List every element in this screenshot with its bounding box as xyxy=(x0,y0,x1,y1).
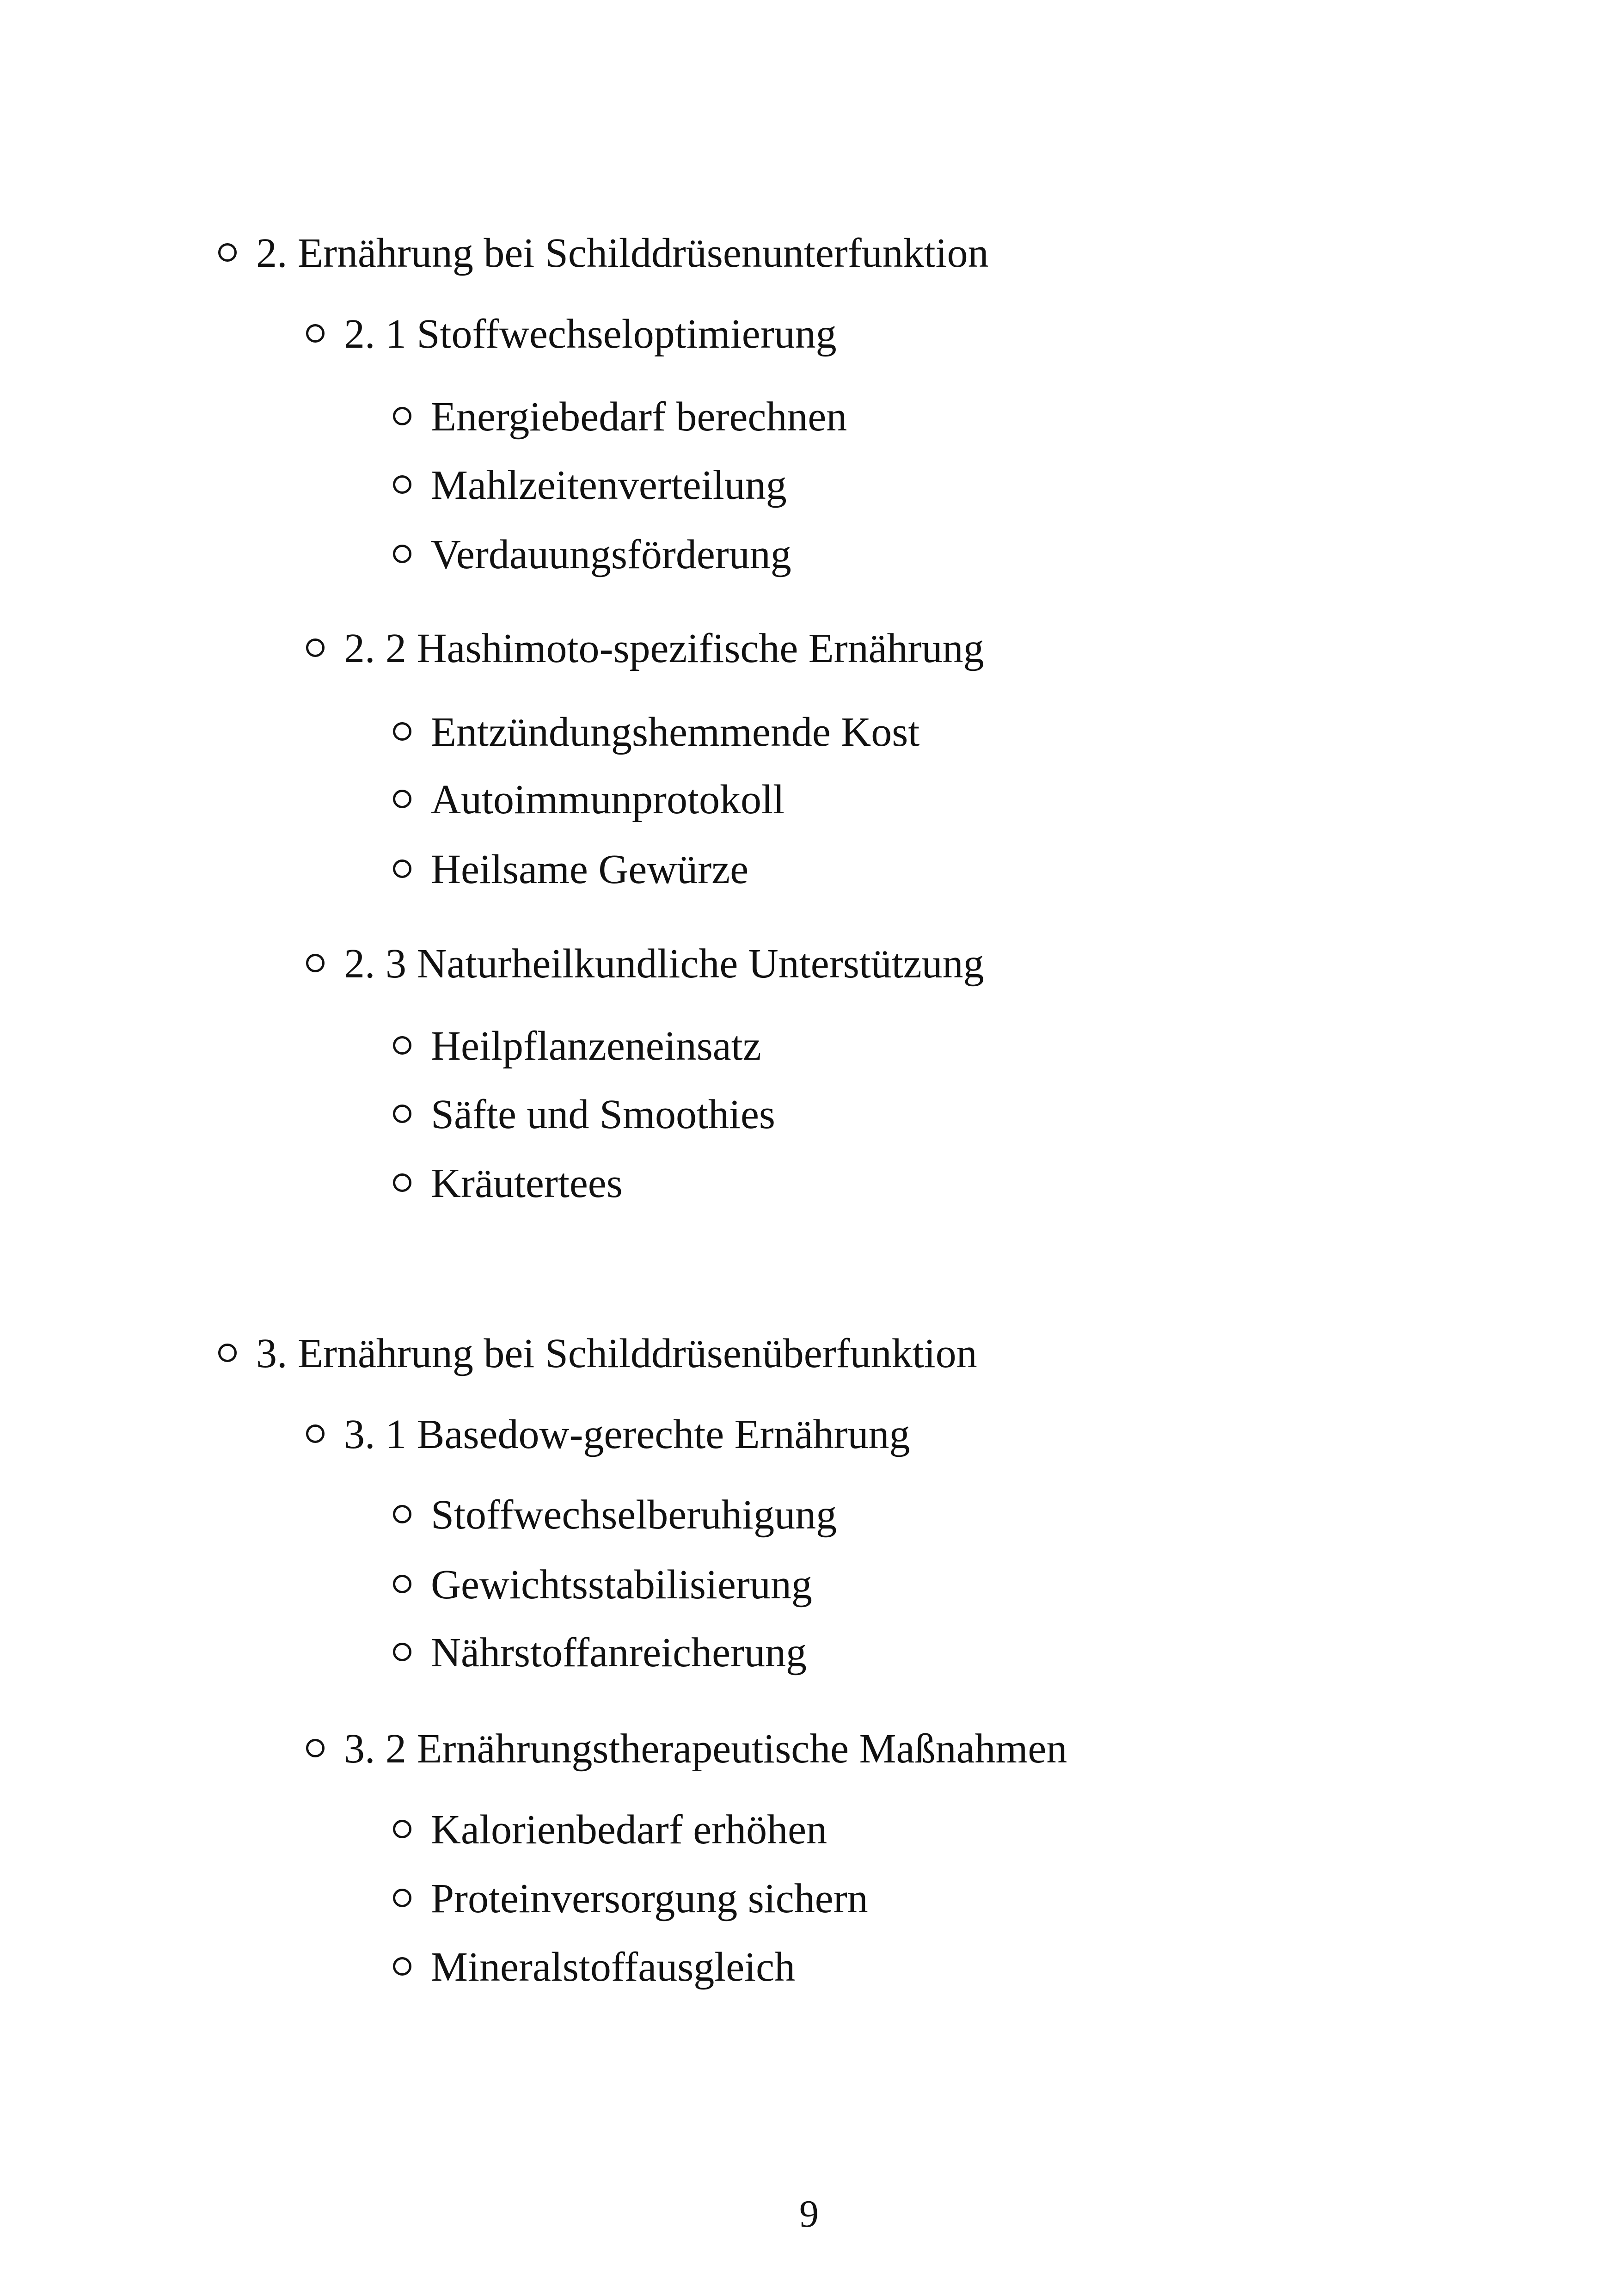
outline-item-label: Entzündungshemmende Kost xyxy=(431,709,920,755)
outline-item-label: 2. 1 Stoffwechseloptimierung xyxy=(344,311,837,357)
circle-bullet-icon xyxy=(306,638,325,657)
circle-bullet-icon xyxy=(393,1505,411,1523)
circle-bullet-icon xyxy=(393,1173,411,1192)
circle-bullet-icon xyxy=(393,1643,411,1661)
circle-bullet-icon xyxy=(393,1036,411,1055)
circle-bullet-icon xyxy=(393,1889,411,1907)
outline-item-leaf xyxy=(393,1094,775,1136)
circle-bullet-icon xyxy=(393,545,411,563)
outline-item-label: Autoimmunprotokoll xyxy=(431,777,784,823)
outline-item-section-3-1 xyxy=(306,1414,910,1455)
outline-item-label: Mahlzeitenverteilung xyxy=(431,462,787,508)
circle-bullet-icon xyxy=(393,722,411,741)
outline-item-label: 3. 2 Ernährungstherapeutische Maßnahmen xyxy=(344,1726,1067,1772)
outline-item-label: Mineralstoffausgleich xyxy=(431,1944,796,1990)
outline-item-leaf xyxy=(393,779,784,821)
outline-item-label: 3. Ernährung bei Schilddrüsenüberfunktion xyxy=(256,1331,977,1376)
outline-item-label: 2. 3 Naturheilkundliche Unterstützung xyxy=(344,941,984,987)
outline-item-leaf xyxy=(393,1809,827,1851)
outline-item-leaf xyxy=(393,534,791,576)
circle-bullet-icon xyxy=(393,1820,411,1838)
circle-bullet-icon xyxy=(306,1424,325,1443)
outline-item-leaf xyxy=(393,849,748,890)
circle-bullet-icon xyxy=(306,324,325,343)
outline-item-label: 2. Ernährung bei Schilddrüsenunterfunktion xyxy=(256,230,989,276)
outline-item-label: Verdauungsförderung xyxy=(431,532,791,577)
outline-item-leaf xyxy=(393,1564,812,1606)
outline-item-label: Kräutertees xyxy=(431,1160,623,1206)
outline-item-leaf xyxy=(393,1878,868,1920)
circle-bullet-icon xyxy=(306,1739,325,1757)
outline-item-leaf xyxy=(393,462,787,508)
circle-bullet-icon xyxy=(393,790,411,808)
outline-item-label: Kalorienbedarf erhöhen xyxy=(431,1807,827,1853)
circle-bullet-icon xyxy=(306,954,325,972)
outline-item-section-2 xyxy=(218,230,989,276)
circle-bullet-icon xyxy=(393,859,411,878)
outline-item-section-2-3 xyxy=(306,943,984,985)
outline-item-label: Heilpflanzeneinsatz xyxy=(431,1023,761,1069)
outline-item-section-3 xyxy=(218,1333,977,1375)
outline-item-label: 3. 1 Basedow-gerechte Ernährung xyxy=(344,1412,910,1457)
circle-bullet-icon xyxy=(393,1957,411,1976)
outline-item-section-2-1 xyxy=(306,313,837,355)
outline-item-section-2-2 xyxy=(306,628,984,669)
outline-item-leaf xyxy=(393,1025,761,1067)
outline-item-leaf xyxy=(393,396,847,438)
outline-item-label: Säfte und Smoothies xyxy=(431,1092,775,1137)
outline-item-label: 2. 2 Hashimoto-spezifische Ernährung xyxy=(344,626,984,671)
outline-item-leaf xyxy=(393,1632,807,1674)
outline-item-leaf xyxy=(393,709,920,755)
outline-item-label: Nährstoffanreicherung xyxy=(431,1630,807,1676)
outline-item-leaf xyxy=(393,1160,623,1206)
outline-item-label: Proteinversorgung sichern xyxy=(431,1876,868,1922)
outline-item-section-3-2 xyxy=(306,1728,1067,1770)
outline-item-label: Energiebedarf berechnen xyxy=(431,394,847,440)
page-number: 9 xyxy=(799,2192,819,2235)
outline-item-leaf xyxy=(393,1946,795,1988)
outline-item-label: Gewichtsstabilisierung xyxy=(431,1562,812,1608)
circle-bullet-icon xyxy=(393,1105,411,1123)
outline-item-leaf xyxy=(393,1494,837,1536)
circle-bullet-icon xyxy=(218,243,237,262)
circle-bullet-icon xyxy=(393,475,411,494)
outline-item-label: Heilsame Gewürze xyxy=(431,847,749,892)
circle-bullet-icon xyxy=(393,1575,411,1593)
outline-item-label: Stoffwechselberuhigung xyxy=(431,1492,837,1538)
circle-bullet-icon xyxy=(393,407,411,425)
circle-bullet-icon xyxy=(218,1344,237,1362)
